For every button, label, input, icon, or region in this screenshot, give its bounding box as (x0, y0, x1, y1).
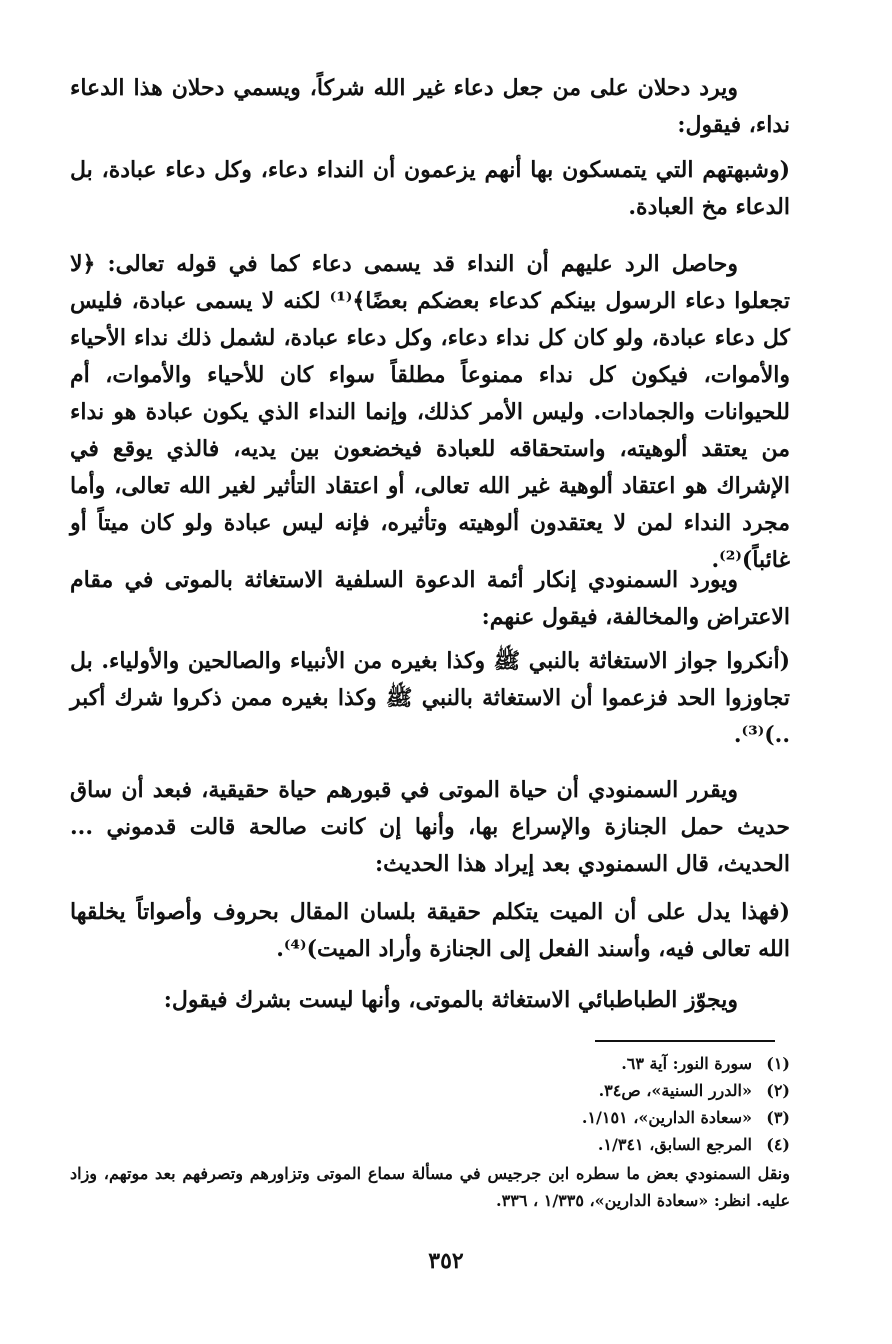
page-number: ٣٥٢ (428, 1248, 464, 1274)
footnotes (70, 1050, 790, 1214)
paragraph-2-quote (70, 152, 790, 226)
paragraph-text: وحاصل الرد عليهم أن النداء قد يسمى دعاء كما في قوله تعالى: ﴿لا تجعلوا دعاء الرسول بينكم كدعاء بعضكم بعضًا﴾⁽¹⁾ لكنه لا يسمى عبادة، فليس كل دعاء عبادة، ولو كان كل نداء دعاء، وكل دعاء عبادة، لشمل ذلك نداء الأحياء والأموات، فيكون كل نداء ممنوعاً مطلقاً سواء كان للأحياء والأموات، أم للحيوانات والجمادات. وليس الأمر كذلك، وإنما النداء الذي يكون عبادة هو نداء من يعتقد ألوهيته، واستحقاقه للعبادة فيخضعون بين يديه، فالذي يوقع في الإشراك هو اعتقاد ألوهية غير الله تعالى، أو اعتقاد التأثير لغير الله تعالى، وأما مجرد النداء لمن لا يعتقدون ألوهيته وتأثيره، فإنه ليس عبادة ولو كان ميتاً أو غائباً)⁽²⁾. (70, 251, 790, 573)
footnote-number: (٤) (766, 1135, 790, 1154)
footnote-text: سورة النور: آية ٦٣. (621, 1054, 752, 1073)
footnote-number: (٢) (766, 1081, 790, 1100)
paragraph-text: ويورد السمنودي إنكار أئمة الدعوة السلفية الاستغاثة بالموتى في مقام الاعتراض والمخالفة، فيقول عنهم: (70, 567, 790, 630)
paragraph-text: ويقرر السمنودي أن حياة الموتى في قبورهم حياة حقيقية، فبعد أن ساق حديث حمل الجنازة والإسراع بها، وأنها إن كانت صالحة قالت قدموني ... الحديث، قال السمنودي بعد إيراد هذا الحديث: (70, 777, 790, 877)
footnote-4 (70, 1131, 790, 1158)
footnote-separator (595, 1040, 775, 1042)
paragraph-text: (فهذا يدل على أن الميت يتكلم حقيقة بلسان المقال بحروف وأصواتاً يخلقها الله تعالى فيه، وأسند الفعل إلى الجنازة وأراد الميت)⁽⁴⁾. (70, 899, 790, 962)
paragraph-1 (70, 70, 790, 144)
footnote-text: «الدرر السنية»، ص٣٤. (598, 1081, 752, 1100)
paragraph-text: (أنكروا جواز الاستغاثة بالنبي ﷺ وكذا بغيره من الأنبياء والصالحين والأولياء. بل تجاوزوا الحد فزعموا أن الاستغاثة بالنبي ﷺ وكذا بغيره ممن ذكروا شرك أكبر ..)⁽³⁾. (70, 648, 790, 748)
paragraph-3-quote (70, 246, 790, 579)
footnote-note: ونقل السمنودي بعض ما سطره ابن جرجيس في مسألة سماع الموتى وتزاورهم وتصرفهم بعد موتهم، وزاد عليه. انظر: «سعادة الدارين»، ١/٣٣٥ ، ٣٣٦. (70, 1164, 790, 1210)
footnote-number: (١) (766, 1054, 790, 1073)
footnote-2 (70, 1077, 790, 1104)
paragraph-text: ويجوّز الطباطبائي الاستغاثة بالموتى، وأنها ليست بشرك فيقول: (163, 987, 738, 1013)
footnote-text: «سعادة الدارين»، ١/١٥١. (581, 1108, 752, 1127)
footnote-1 (70, 1050, 790, 1077)
paragraph-8 (70, 982, 790, 1019)
paragraph-5-quote (70, 643, 790, 754)
footnote-text: المرجع السابق، ١/٣٤١. (597, 1135, 752, 1154)
paragraph-4 (70, 562, 790, 636)
footnote-3 (70, 1104, 790, 1131)
paragraph-text: (وشبهتهم التي يتمسكون بها أنهم يزعمون أن النداء دعاء، وكل دعاء عبادة، بل الدعاء مخ العبادة. (70, 157, 790, 220)
paragraph-text: ويرد دحلان على من جعل دعاء غير الله شركاً، ويسمي دحلان هذا الدعاء نداء، فيقول: (70, 75, 790, 138)
footnote-number: (٣) (766, 1108, 790, 1127)
paragraph-7-quote (70, 894, 790, 968)
paragraph-6 (70, 772, 790, 883)
